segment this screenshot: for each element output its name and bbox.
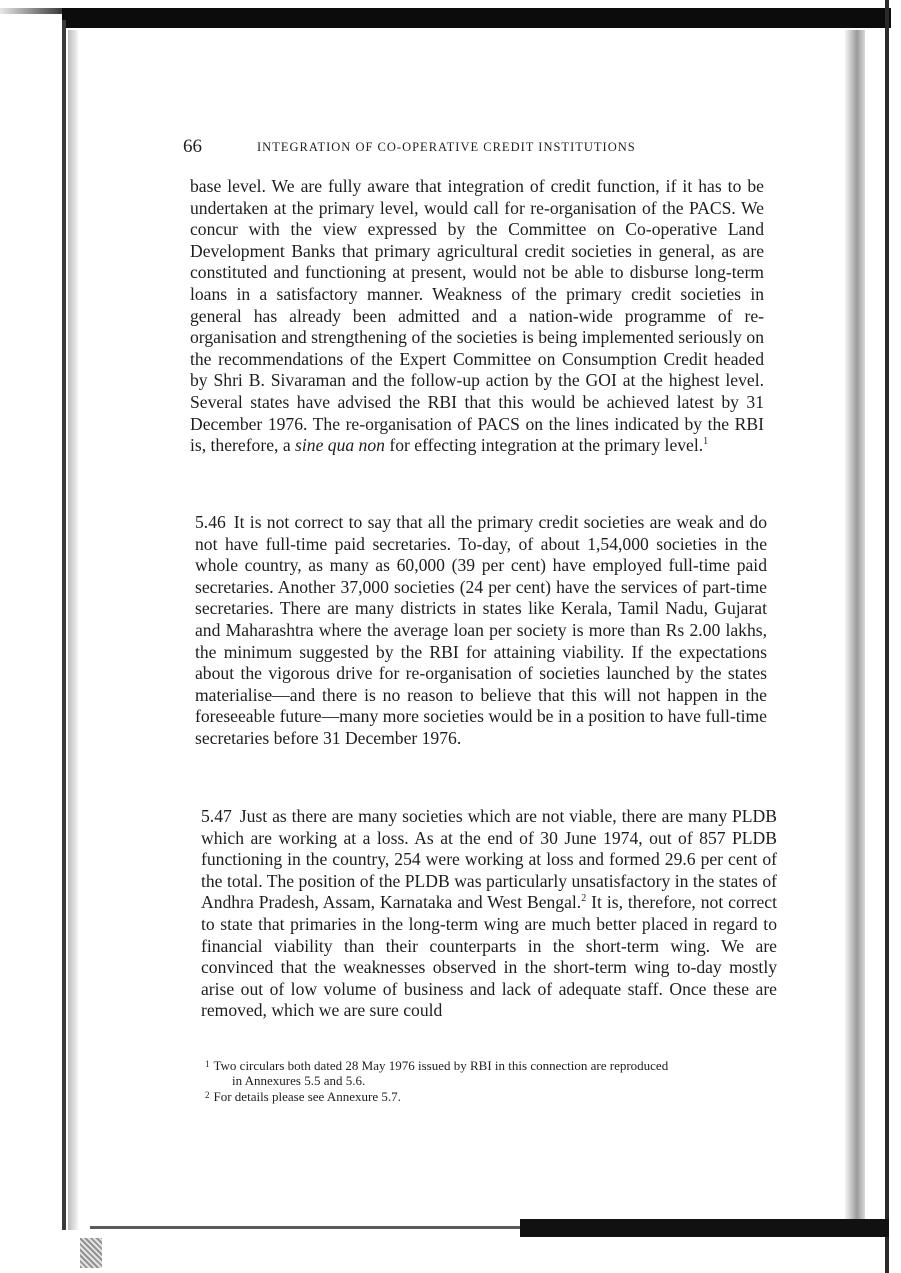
footnote-1 (205, 1057, 780, 1073)
paragraph-text: It is, therefore, not correct to state that primaries in the long-term wing are much better placed in regard to financial viability than their counterparts in the short-term wing. We are convinced that the weaknesses observed in the short-term wing to-day mostly arise out of low volume of business and lack of adequate staff. Once these are removed, which we are sure could (201, 892, 778, 1021)
page-header (183, 136, 783, 160)
paragraph-continuation (190, 176, 764, 457)
italic-phrase: sine qua non (295, 435, 385, 456)
paragraph-5-47 (201, 806, 777, 1022)
scan-edge-top (62, 8, 891, 28)
footnote-ref: 2 (581, 893, 587, 905)
footnote-text: Two circulars both dated 28 May 1976 issued by RBI in this connection are reproduced (213, 1058, 669, 1073)
footnote-mark: 2 (205, 1090, 210, 1100)
paragraph-number: 5.46 (195, 512, 226, 532)
scan-edge-bottom (520, 1219, 889, 1237)
scan-corner-noise (80, 1238, 102, 1268)
scan-edge-right (885, 0, 889, 1273)
scan-edge-top-fade (0, 8, 62, 14)
paragraph-text: base level. We are fully aware that integration of credit function, if it has to be undertaken at the primary level, would call for re-organisation of the PACS. We concur with the view expressed by the Committee on Co-operative Land Development Banks that primary agricultural credit societies in general, as are constituted and functioning at present, would not be able to disburse long-term loans in a satisfactory manner. Weakness of the primary credit societies in general has already been admitted and a nation-wide programme of re-organisation and strengthening of the societies is being implemented seriously on the recommendations of the Expert Committee on Consumption Credit headed by Shri B. Sivaraman and the follow-up action by the GOI at the highest level. Several states have advised the RBI that this would be achieved latest by 31 December 1976. The re-organisation of PACS on the lines indicated by the RBI is, therefore, a (190, 176, 764, 456)
paragraph-text: Just as there are many societies which are not viable, there are many PLDB which are working at a loss. As at the end of 30 June 1974, out of 857 PLDB functioning in the country, 254 were working at loss and formed 29.6 per cent of the total. The position of the PLDB was particularly unsatisfactory in the states of Andhra Pradesh, Assam, Karnataka and West Bengal. (201, 806, 777, 913)
paragraph-5-46 (195, 512, 767, 750)
paragraph-text: It is not correct to say that all the primary credit societies are weak and do not have full-time paid secretaries. To-day, of about 1,54,000 societies in the whole country, as many as 60,000 (39 per cent) have employed full-time paid secretaries. Another 37,000 societies (24 per cent) have the services of part-time secretaries. There are many districts in states like Kerala, Tamil Nadu, Gujarat and Maharashtra where the average loan per society is more than Rs 2.00 lakhs, the minimum suggested by the RBI for attaining viability. If the expectations about the vigorous drive for re-organisation of societies launched by the states materialise—and there is no reason to believe that this will not happen in the foreseeable future—many more societies would be in a position to have full-time secretaries before 31 December 1976. (195, 512, 767, 748)
footnote-mark: 1 (205, 1059, 210, 1069)
scan-edge-right-shadow (845, 30, 865, 1220)
footnote-ref: 1 (703, 436, 709, 448)
running-head: INTEGRATION OF CO-OPERATIVE CREDIT INSTITUTIONS (257, 140, 636, 154)
footnote-text: For details please see Annexure 5.7. (213, 1089, 401, 1104)
scan-edge-bottom-thin (90, 1226, 520, 1229)
page-number: 66 (183, 136, 202, 157)
footnote-1-continuation (205, 1073, 780, 1088)
paragraph-number: 5.47 (201, 806, 232, 826)
scan-gutter-shadow (68, 30, 78, 1230)
footnotes (205, 1057, 780, 1104)
footnote-2 (205, 1088, 780, 1104)
paragraph-text: for effecting integration at the primary level. (389, 435, 704, 456)
scan-edge-left (62, 20, 66, 1230)
footnote-text: in Annexures 5.5 and 5.6. (232, 1073, 366, 1088)
